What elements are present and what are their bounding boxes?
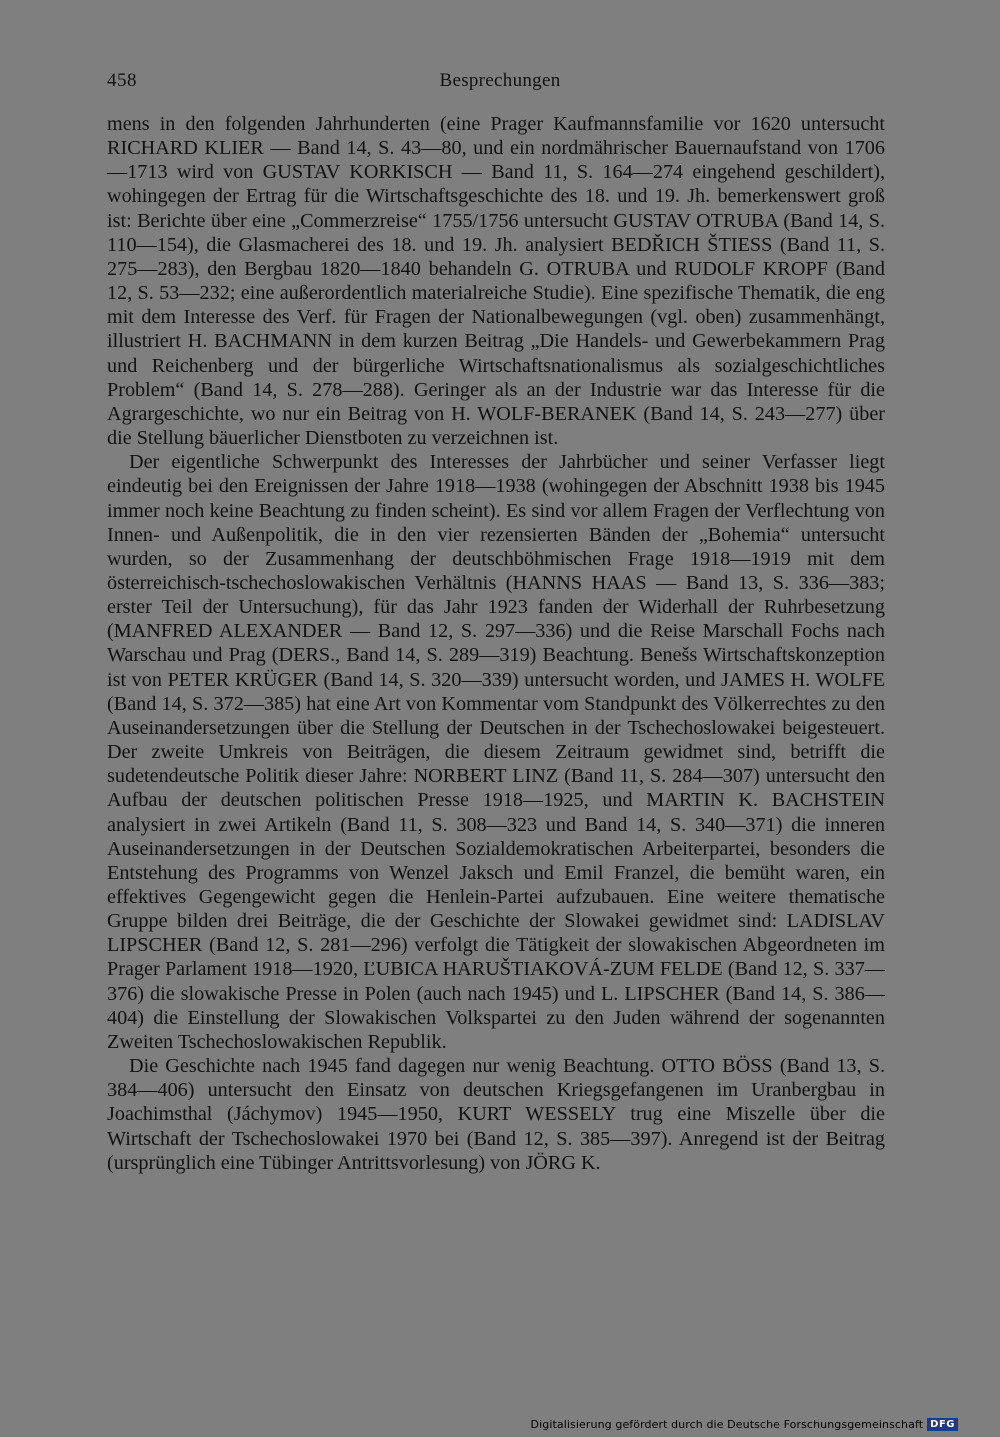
- page-number: 458: [107, 70, 137, 91]
- running-head: Besprechungen: [439, 70, 561, 91]
- dfg-logo: DFG: [927, 1418, 958, 1431]
- digitization-footer: [531, 1418, 958, 1431]
- body-text: [107, 112, 885, 1175]
- paragraph-continued: mens in den folgenden Jahrhunderten (eine Prager Kaufmannsfamilie vor 1620 untersucht RICHARD KLIER — Band 14, S. 43—80, und ein nordmährischer Bauernaufstand von 1706—1713 wird von GUSTAV KORKISCH — Band 11, S. 164—274 eingehend geschildert), wohingegen der Ertrag für die Wirtschaftsgeschichte des 18. und 19. Jh. bemerkenswert groß ist: Berichte über eine „Commerzreise“ 1755/1756 untersucht GUSTAV OTRUBA (Band 14, S. 110—154), die Glasmacherei des 18. und 19. Jh. analysiert BEDŘICH ŠTIESS (Band 11, S. 275—283), den Bergbau 1820—1840 behandeln G. OTRUBA und RUDOLF KROPF (Band 12, S. 53—232; eine außerordentlich materialreiche Studie). Eine spezifische Thematik, die eng mit dem Interesse des Verf. für Fragen der Nationalbewegungen (vgl. oben) zusammenhängt, illustriert H. BACHMANN in dem kurzen Beitrag „Die Handels- und Gewerbekammern Prag und Reichenberg und der bürgerliche Wirtschaftsnationalismus als sozialgeschichtliches Problem“ (Band 14, S. 278—288). Geringer als an der Industrie war das Interesse für die Agrargeschichte, wo nur ein Beitrag von H. WOLF-BERANEK (Band 14, S. 243—277) über die Stellung bäuerlicher Dienstboten zu verzeichnen ist.: [107, 113, 885, 450]
- paragraph-1918-1938: Der eigentliche Schwerpunkt des Interesses der Jahrbücher und seiner Verfasser liegt eindeutig bei den Ereignissen der Jahre 1918—1938 (wohingegen der Abschnitt 1938 bis 1945 immer noch keine Beachtung zu finden scheint). Es sind vor allem Fragen der Verflechtung von Innen- und Außenpolitik, die in den vier rezensierten Bänden der „Bohemia“ untersucht wurden, so der Zusammenhang der deutschböhmischen Frage 1918—1919 mit dem österreichisch-tschechoslowakischen Verhältnis (HANNS HAAS — Band 13, S. 336—383; erster Teil der Untersuchung), für das Jahr 1923 fanden der Widerhall der Ruhrbesetzung (MANFRED ALEXANDER — Band 12, S. 297—336) und die Reise Marschall Fochs nach Warschau und Prag (DERS., Band 14, S. 289—319) Beachtung. Benešs Wirtschaftskonzeption ist von PETER KRÜGER (Band 14, S. 320—339) untersucht worden, und JAMES H. WOLFE (Band 14, S. 372—385) hat eine Art von Kommentar vom Standpunkt des Völkerrechtes zu den Auseinandersetzungen über die Stellung der Deutschen in der Tschechoslowakei beigesteuert. Der zweite Umkreis von Beiträgen, die diesem Zeitraum gewidmet sind, betrifft die sudetendeutsche Politik dieser Jahre: NORBERT LINZ (Band 11, S. 284—307) untersucht den Aufbau der deutschen politischen Presse 1918—1925, und MARTIN K. BACHSTEIN analysiert in zwei Artikeln (Band 11, S. 308—323 und Band 14, S. 340—371) die inneren Auseinandersetzungen in der Deutschen Sozialdemokratischen Arbeiterpartei, besonders die Entstehung des Programms von Wenzel Jaksch und Emil Franzel, die bemüht waren, ein effektives Gegengewicht gegen die Henlein-Partei aufzubauen. Eine weitere thematische Gruppe bilden drei Beiträge, die der Geschichte der Slowakei gewidmet sind: LADISLAV LIPSCHER (Band 12, S. 281—296) verfolgt die Tätigkeit der slowakischen Abgeordneten im Prager Parlament 1918—1920, ĽUBICA HARUŠTIAKOVÁ-ZUM FELDE (Band 12, S. 337—376) die slowakische Presse in Polen (auch nach 1945) und L. LIPSCHER (Band 14, S. 386—404) die Einstellung der Slowakischen Volkspartei zu den Juden während der sogenannten Zweiten Tschechoslowakischen Republik.: [107, 451, 885, 1053]
- paragraph-after-1945: Die Geschichte nach 1945 fand dagegen nur wenig Beachtung. OTTO BÖSS (Band 13, S. 384—406) untersucht den Einsatz von deutschen Kriegsgefangenen im Uranbergbau in Joachimsthal (Jáchymov) 1945—1950, KURT WESSELY trug eine Miszelle über die Wirtschaft der Tschechoslowakei 1970 bei (Band 12, S. 385—397). Anregend ist der Beitrag (ursprünglich eine Tübinger Antrittsvorlesung) von JÖRG K.: [107, 1055, 885, 1174]
- funding-notice: Digitalisierung gefördert durch die Deutsche Forschungsgemeinschaft: [530, 1418, 924, 1431]
